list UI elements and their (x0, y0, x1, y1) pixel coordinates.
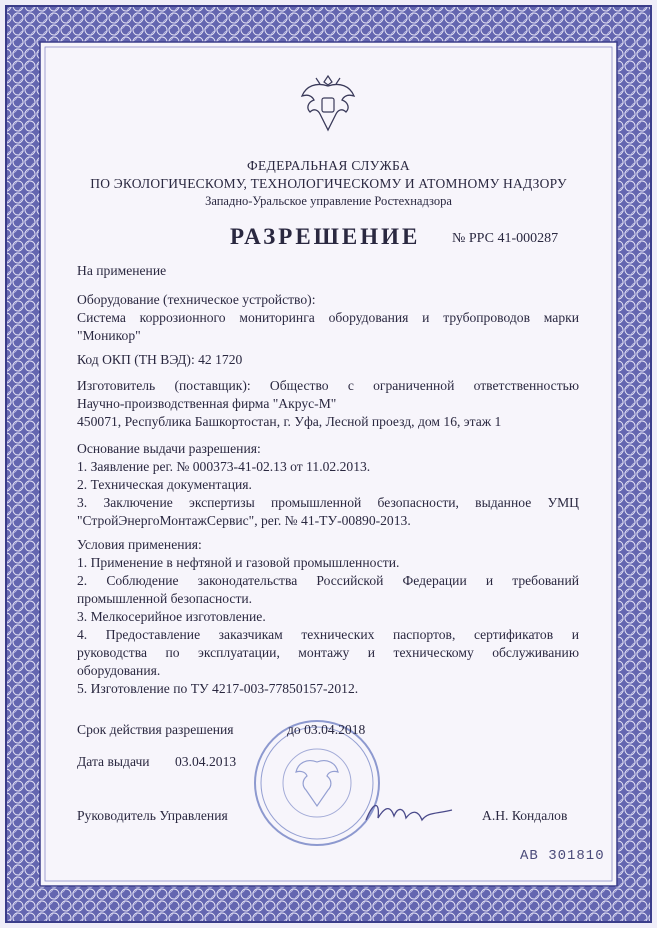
issue-date-label: Дата выдачи (77, 754, 150, 769)
signatory-name: А.Н. Кондалов (482, 808, 568, 823)
equipment-line-1: Система коррозионного мониторинга оборудования и трубопроводов марки (77, 310, 579, 325)
condition-item: 2. Соблюдение законодательства Российской Федерации и требований (77, 573, 579, 588)
equipment-line-2: "Моникор" (77, 328, 141, 343)
title-row (0, 224, 657, 256)
basis-heading: Основание выдачи разрешения: (77, 441, 261, 456)
basis-item: "СтройЭнергоМонтажСервис", рег. № 41-ТУ-00890-2013. (77, 513, 411, 528)
manufacturer-address: 450071, Республика Башкортостан, г. Уфа, Лесной проезд, дом 16, этаж 1 (77, 414, 502, 429)
serial-number: АВ 301810 (520, 848, 605, 864)
condition-item: промышленной безопасности. (77, 591, 253, 606)
signature (360, 790, 460, 840)
coat-of-arms-icon (298, 72, 358, 136)
okp-code: Код ОКП (ТН ВЭД): 42 1720 (77, 352, 243, 367)
basis-item: 3. Заключение экспертизы промышленной безопасности, выданное УМЦ (77, 495, 579, 510)
condition-item: оборудования. (77, 663, 161, 678)
validity-date: до 03.04.2018 (287, 722, 366, 737)
document-title: РАЗРЕШЕНИЕ (230, 224, 421, 249)
equipment-label: Оборудование (техническое устройство): (77, 292, 316, 307)
condition-item: 1. Применение в нефтяной и газовой промышленности. (77, 555, 400, 570)
condition-item: 4. Предоставление заказчикам технических паспортов, сертификатов и (77, 627, 579, 642)
condition-item: 5. Изготовление по ТУ 4217-003-77850157-2012. (77, 681, 359, 696)
manufacturer-line-1: Изготовитель (поставщик): Общество с ограниченной ответственностью (77, 378, 579, 393)
conditions-heading: Условия применения: (77, 537, 202, 552)
issue-date: 03.04.2013 (175, 754, 237, 769)
condition-item: 3. Мелкосерийное изготовление. (77, 609, 266, 624)
basis-item: 2. Техническая документация. (77, 477, 252, 492)
condition-item: руководства по эксплуатации, монтажу и техническому обслуживанию (77, 645, 579, 660)
signatory-role: Руководитель Управления (77, 808, 228, 823)
manufacturer-line-2: Научно-производственная фирма "Акрус-М" (77, 396, 337, 411)
purpose: На применение (77, 263, 167, 278)
validity-label: Срок действия разрешения (77, 722, 234, 737)
regional-office: Западно-Уральское управление Ростехнадзора (205, 194, 452, 208)
basis-item: 1. Заявление рег. № 000373-41-02.13 от 11.02.2013. (77, 459, 371, 474)
agency-name: ФЕДЕРАЛЬНАЯ СЛУЖБА (247, 158, 410, 173)
permit-number: № РРС 41-000287 (452, 231, 559, 246)
agency-subtitle: ПО ЭКОЛОГИЧЕСКОМУ, ТЕХНОЛОГИЧЕСКОМУ И АТОМНОМУ НАДЗОРУ (90, 176, 567, 191)
